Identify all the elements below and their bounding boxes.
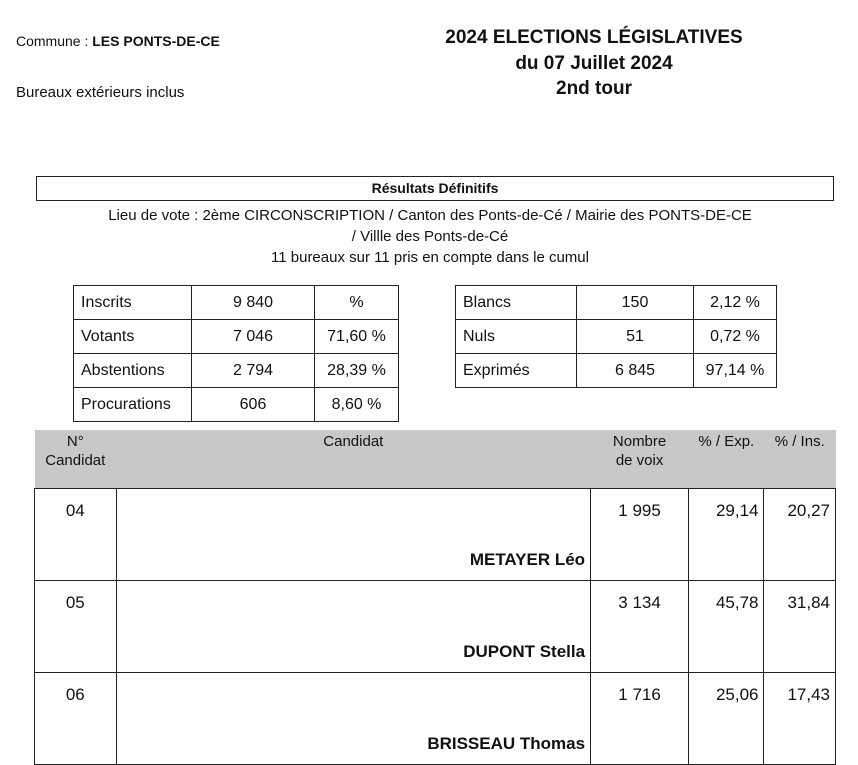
col-header-number: [35, 430, 117, 489]
stat-label: Abstentions: [74, 354, 192, 388]
bureaux-count: 11 bureaux sur 11 pris en compte dans le cumul: [271, 249, 589, 266]
stat-pct: 0,72 %: [694, 320, 777, 354]
stat-value: 51: [577, 320, 694, 354]
stat-value: 606: [192, 388, 315, 422]
election-date: du 07 Juillet 2024: [515, 53, 673, 74]
col-header-pct-exp: % / Exp.: [689, 430, 764, 489]
stat-pct: %: [315, 286, 399, 320]
candidate-pct-ins: 20,27: [764, 489, 836, 581]
candidate-pct-ins: 31,84: [764, 581, 836, 673]
stat-value: 2 794: [192, 354, 315, 388]
candidate-pct-ins: 17,43: [764, 673, 836, 765]
candidate-number: 04: [35, 489, 117, 581]
table-row: [35, 673, 836, 765]
col-header-candidate: Candidat: [116, 430, 591, 489]
candidate-votes: 1 995: [591, 489, 689, 581]
stat-pct: 28,39 %: [315, 354, 399, 388]
election-round: 2nd tour: [556, 78, 632, 99]
stats-row-nuls: [456, 320, 777, 354]
stats-row-procurations: [74, 388, 399, 422]
stats-row-blancs: [456, 286, 777, 320]
stats-left-table: [73, 285, 399, 422]
stat-label: Votants: [74, 320, 192, 354]
candidate-name: BRISSEAU Thomas: [116, 673, 591, 765]
location-line-1: Lieu de vote : 2ème CIRCONSCRIPTION / Canton des Ponts-de-Cé / Mairie des PONTS-DE-CE: [108, 207, 752, 224]
stat-value: 150: [577, 286, 694, 320]
location-line-2: / Villle des Ponts-de-Cé: [351, 228, 509, 245]
candidate-votes: 3 134: [591, 581, 689, 673]
stats-right-table: [455, 285, 777, 388]
candidate-pct-exp: 45,78: [689, 581, 764, 673]
stat-pct: 71,60 %: [315, 320, 399, 354]
col-header-number-line2: Candidat: [45, 452, 106, 469]
page-title: 2024 ELECTIONS LÉGISLATIVES: [445, 27, 743, 48]
col-header-votes-line2: de voix: [615, 452, 664, 469]
stat-value: 7 046: [192, 320, 315, 354]
candidate-name: METAYER Léo: [116, 489, 591, 581]
stat-label: Procurations: [74, 388, 192, 422]
stat-pct: 2,12 %: [694, 286, 777, 320]
stat-pct: 8,60 %: [315, 388, 399, 422]
candidate-votes: 1 716: [591, 673, 689, 765]
commune-line: [16, 33, 220, 49]
stat-label: Blancs: [456, 286, 577, 320]
col-header-votes: [591, 430, 689, 489]
stat-value: 9 840: [192, 286, 315, 320]
stats-row-abstentions: [74, 354, 399, 388]
stat-value: 6 845: [577, 354, 694, 388]
stats-row-votants: [74, 320, 399, 354]
candidates-table: [34, 430, 836, 765]
table-row: [35, 581, 836, 673]
bureaux-note: Bureaux extérieurs inclus: [16, 84, 185, 101]
candidate-pct-exp: 29,14: [689, 489, 764, 581]
stats-row-exprimes: [456, 354, 777, 388]
stat-label: Exprimés: [456, 354, 577, 388]
col-header-votes-line1: Nombre: [612, 433, 667, 450]
results-title: Résultats Définitifs: [36, 176, 834, 201]
stat-pct: 97,14 %: [694, 354, 777, 388]
col-header-number-line1: N°: [66, 433, 84, 450]
stats-row-inscrits: [74, 286, 399, 320]
commune-label: Commune :: [16, 33, 89, 49]
candidate-number: 05: [35, 581, 117, 673]
stat-label: Inscrits: [74, 286, 192, 320]
candidates-header-row: [35, 430, 836, 489]
candidate-name: DUPONT Stella: [116, 581, 591, 673]
stat-label: Nuls: [456, 320, 577, 354]
commune-value: LES PONTS-DE-CE: [92, 33, 220, 49]
candidate-number: 06: [35, 673, 117, 765]
candidate-pct-exp: 25,06: [689, 673, 764, 765]
col-header-pct-ins: % / Ins.: [764, 430, 836, 489]
table-row: [35, 489, 836, 581]
